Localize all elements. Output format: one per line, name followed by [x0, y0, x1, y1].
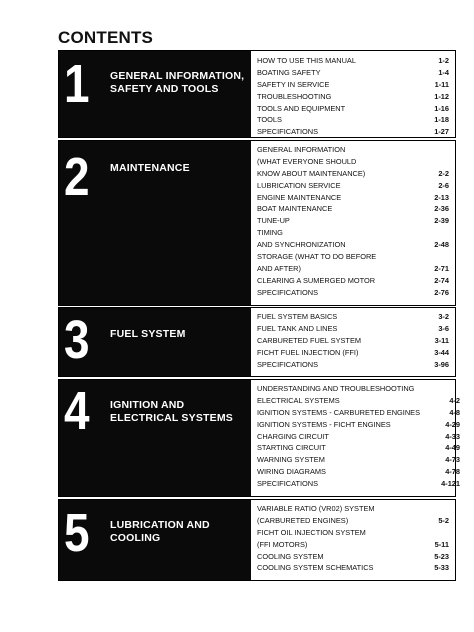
toc-entry-text: GENERAL INFORMATION [257, 144, 346, 154]
section-2-title-line-1: MAINTENANCE [110, 162, 190, 174]
toc-entry[interactable] [257, 323, 455, 335]
toc-entry[interactable] [257, 103, 455, 115]
toc-entry-text: AND AFTER) [257, 263, 301, 273]
section-4-entries [251, 380, 466, 496]
toc-entry[interactable] [257, 239, 455, 251]
section-4 [58, 379, 461, 497]
toc-entry-text: ELECTRICAL SYSTEMS [257, 395, 340, 405]
toc-entry-text: BOATING SAFETY [257, 67, 321, 77]
toc-entry[interactable] [257, 562, 455, 574]
toc-entry-text: CHARGING CIRCUIT [257, 431, 329, 441]
toc-entry[interactable] [257, 466, 466, 478]
toc-entry[interactable] [257, 144, 455, 156]
toc-entry-page: 2-13 [434, 192, 449, 202]
section-5-title-line-2: COOLING [110, 532, 161, 544]
section-3 [58, 307, 456, 377]
toc-entry[interactable] [257, 251, 455, 263]
toc-entry[interactable] [257, 311, 455, 323]
toc-entry[interactable] [257, 431, 466, 443]
toc-entry-page: 2-39 [434, 216, 449, 226]
toc-entry-page: 1-2 [438, 55, 449, 65]
section-1-header-panel [59, 51, 251, 137]
toc-entry-text: IGNITION SYSTEMS - CARBURETED ENGINES [257, 407, 421, 417]
toc-entry-page: 5-33 [434, 563, 449, 573]
toc-entry-page: 2-36 [434, 204, 449, 214]
section-1-title [110, 70, 244, 96]
section-4-title-line-1: IGNITION AND [110, 399, 185, 411]
toc-entry-page: 4-8 [449, 407, 461, 417]
toc-entry-text: COOLING SYSTEM [257, 551, 324, 561]
toc-entry[interactable] [257, 55, 455, 67]
section-3-title-line-1: FUEL SYSTEM [110, 328, 186, 340]
toc-entry[interactable] [257, 551, 455, 563]
section-1-title-line-1: GENERAL INFORMATION, [110, 70, 245, 82]
toc-entry-page: 4-78 [445, 467, 461, 477]
toc-entry[interactable] [257, 347, 455, 359]
section-5 [58, 499, 456, 581]
toc-entry-page: 3-96 [434, 359, 449, 369]
toc-entry-text: CLEARING A SUMERGED MOTOR [257, 275, 376, 285]
toc-entry[interactable] [257, 215, 455, 227]
toc-entry[interactable] [257, 67, 455, 79]
toc-entry-text: STARTING CIRCUIT [257, 443, 326, 453]
toc-entry-text: KNOW ABOUT MAINTENANCE) [257, 168, 366, 178]
section-1 [58, 50, 456, 138]
toc-entry-text: AND SYNCHRONIZATION [257, 240, 346, 250]
toc-entry-page: 2-76 [434, 287, 449, 297]
toc-entry[interactable] [257, 156, 455, 168]
section-1-title-line-2: SAFETY AND TOOLS [110, 83, 219, 95]
toc-entry-text: COOLING SYSTEM SCHEMATICS [257, 563, 374, 573]
toc-entry-text: SPECIFICATIONS [257, 359, 319, 369]
toc-entry[interactable] [257, 454, 466, 466]
section-4-title-line-2: ELECTRICAL SYSTEMS [110, 412, 234, 424]
section-2-number: 2 [64, 147, 90, 207]
toc-entry[interactable] [257, 287, 455, 299]
toc-entry[interactable] [257, 442, 466, 454]
toc-entry-text: STORAGE (WHAT TO DO BEFORE [257, 252, 377, 261]
section-5-number: 5 [64, 503, 90, 563]
toc-entry-text: SPECIFICATIONS [257, 479, 319, 489]
toc-entry-text: TIMING [257, 228, 283, 238]
section-4-title [110, 399, 233, 425]
toc-entry[interactable] [257, 91, 455, 103]
toc-entry[interactable] [257, 180, 455, 192]
section-2 [58, 140, 456, 306]
toc-entry-page: 2-2 [438, 168, 449, 178]
toc-entry[interactable] [257, 114, 455, 126]
toc-entry[interactable] [257, 383, 466, 395]
toc-entry-text: TOOLS AND EQUIPMENT [257, 103, 346, 113]
toc-entry-text: VARIABLE RATIO (VR02) SYSTEM [257, 503, 375, 513]
toc-entry[interactable] [257, 478, 466, 490]
section-2-entries [251, 141, 455, 305]
page-title: CONTENTS [58, 28, 154, 47]
section-3-entries [251, 308, 455, 376]
toc-entry-text: IGNITION SYSTEMS - FICHT ENGINES [257, 419, 391, 429]
toc-entry[interactable] [257, 395, 466, 407]
toc-entry[interactable] [257, 515, 455, 527]
section-3-title [110, 328, 186, 341]
toc-entry[interactable] [257, 359, 455, 371]
toc-entry-text: LUBRICATION SERVICE [257, 180, 341, 190]
toc-entry-text: FICHT OIL INJECTION SYSTEM [257, 527, 366, 537]
toc-entry-text: CARBURETED FUEL SYSTEM [257, 335, 362, 345]
section-5-title-line-1: LUBRICATION AND [110, 519, 210, 531]
section-1-number: 1 [64, 54, 90, 114]
toc-entry-text: WIRING DIAGRAMS [257, 467, 326, 477]
toc-entry-page: 2-74 [434, 275, 449, 285]
toc-entry[interactable] [257, 275, 455, 287]
toc-entry-text: BOAT MAINTENANCE [257, 204, 333, 214]
toc-entry-page: 3-44 [434, 347, 449, 357]
toc-entry-text: (FFI MOTORS) [257, 539, 308, 549]
toc-entry-page: 1-16 [434, 103, 449, 113]
toc-entry-text: SAFETY IN SERVICE [257, 79, 330, 89]
toc-entry[interactable] [257, 503, 455, 515]
toc-entry[interactable] [257, 527, 455, 539]
toc-entry-page: 5-2 [438, 515, 449, 525]
section-5-entries [251, 500, 455, 580]
toc-entry-text: TOOLS [257, 115, 282, 125]
toc-entry-text: TROUBLESHOOTING [257, 91, 332, 101]
section-5-header-panel [59, 500, 251, 580]
toc-entry-page: 4-29 [445, 419, 461, 429]
toc-entry[interactable] [257, 263, 455, 275]
toc-entry-page: 2-6 [438, 180, 449, 190]
section-1-entries [251, 51, 455, 137]
toc-entry-page: 1-27 [434, 127, 449, 137]
toc-entry-page: 4-49 [445, 443, 461, 453]
section-2-header-panel [59, 141, 251, 305]
toc-entry[interactable] [257, 168, 455, 180]
section-3-number: 3 [64, 310, 90, 370]
toc-entry-text: WARNING SYSTEM [257, 455, 325, 465]
toc-entry[interactable] [257, 79, 455, 91]
toc-entry-page: 2-71 [434, 263, 449, 273]
toc-entry-text: UNDERSTANDING AND TROUBLESHOOTING [257, 383, 415, 393]
toc-entry-text: (WHAT EVERYONE SHOULD [257, 156, 357, 166]
toc-entry[interactable] [257, 419, 466, 431]
toc-entry-text: FICHT FUEL INJECTION (FFI) [257, 347, 359, 357]
toc-entry-page: 1-11 [434, 79, 449, 89]
toc-entry-page: 4-121 [441, 479, 461, 489]
toc-entry[interactable] [257, 407, 466, 419]
toc-entry[interactable] [257, 227, 455, 239]
section-4-number: 4 [64, 381, 90, 441]
toc-entry-page: 4-2 [449, 395, 461, 405]
toc-entry-text: FUEL TANK AND LINES [257, 323, 338, 333]
toc-entry-text: FUEL SYSTEM BASICS [257, 311, 338, 321]
toc-entry[interactable] [257, 203, 455, 215]
toc-entry-page: 3-2 [438, 311, 449, 321]
section-3-header-panel [59, 308, 251, 376]
toc-entry-page: 3-6 [438, 323, 449, 333]
toc-entry-page: 1-12 [434, 91, 449, 101]
toc-entry-text: TUNE-UP [257, 216, 290, 226]
toc-entry[interactable] [257, 335, 455, 347]
toc-entry-page: 1-18 [434, 115, 449, 125]
toc-entry[interactable] [257, 539, 455, 551]
toc-entry-text: SPECIFICATIONS [257, 127, 319, 137]
toc-entry-page: 3-11 [434, 335, 449, 345]
section-5-title [110, 519, 210, 545]
toc-entry-text: ENGINE MAINTENANCE [257, 192, 342, 202]
toc-entry-text: (CARBURETED ENGINES) [257, 515, 349, 525]
toc-entry-page: 5-11 [434, 539, 449, 549]
section-4-header-panel [59, 380, 251, 496]
toc-entry[interactable] [257, 126, 455, 138]
toc-entry[interactable] [257, 192, 455, 204]
toc-entry-page: 5-23 [434, 551, 449, 561]
toc-entry-page: 4-33 [445, 431, 461, 441]
toc-entry-text: HOW TO USE THIS MANUAL [257, 55, 356, 65]
toc-entry-page: 1-4 [438, 67, 449, 77]
toc-entry-text: SPECIFICATIONS [257, 287, 319, 297]
toc-entry-page: 2-48 [434, 240, 449, 250]
section-2-title [110, 162, 190, 175]
toc-entry-page: 4-73 [445, 455, 461, 465]
